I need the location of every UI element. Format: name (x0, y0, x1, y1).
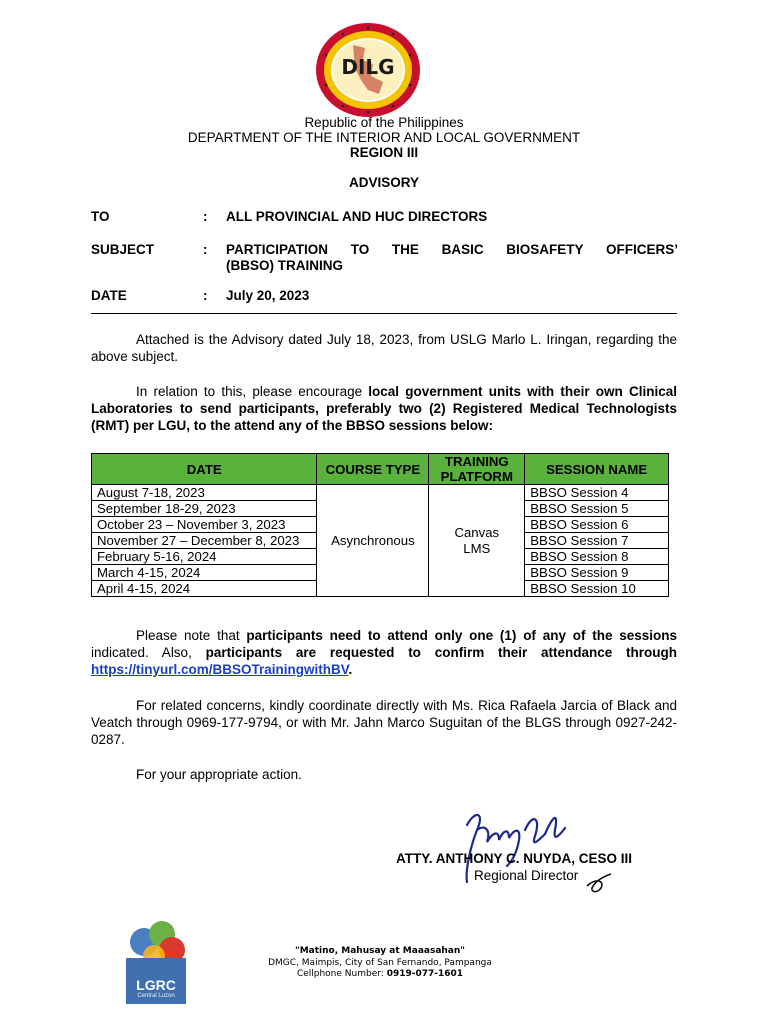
header-date: DATE (92, 454, 317, 485)
paragraph-1 (91, 331, 677, 365)
p3-end: . (348, 662, 353, 677)
department-name: DEPARTMENT OF THE INTERIOR AND LOCAL GOVERNMENT (187, 130, 581, 145)
paragraph-2-lead: In relation to this, please encourage (136, 384, 369, 399)
dilg-seal-logo (313, 20, 423, 120)
paragraph-4 (91, 697, 677, 748)
row-date: April 4-15, 2024 (92, 581, 317, 597)
subject-line-2: (BBSO) TRAINING (226, 258, 343, 273)
to-value: ALL PROVINCIAL AND HUC DIRECTORS (226, 209, 488, 224)
to-colon: : (203, 209, 208, 224)
row-date: November 27 – December 8, 2023 (92, 533, 317, 549)
date-value: July 20, 2023 (226, 288, 310, 303)
header-training-platform: TRAINING PLATFORM (429, 454, 525, 485)
row-session: BBSO Session 8 (525, 549, 669, 565)
paragraph-5-text: For your appropriate action. (136, 767, 302, 782)
paragraph-3 (91, 627, 677, 678)
row-session: BBSO Session 5 (525, 501, 669, 517)
header-course-type: COURSE TYPE (317, 454, 429, 485)
footer-phone-line (230, 969, 530, 980)
subject-label: SUBJECT (91, 242, 155, 257)
paragraph-1-text: Attached is the Advisory dated July 18, 2023, from USLG Marlo L. Iringan, regarding the above subject. (91, 332, 677, 364)
row-date: February 5-16, 2024 (92, 549, 317, 565)
row-session: BBSO Session 10 (525, 581, 669, 597)
session-schedule-table (91, 453, 669, 597)
region-name: REGION III (349, 145, 419, 160)
platform-text: Canvas LMS (454, 524, 500, 556)
table-row (92, 485, 669, 501)
signatory-title: Regional Director (474, 868, 579, 883)
paragraph-5 (91, 766, 677, 783)
row-session: BBSO Session 7 (525, 533, 669, 549)
header-divider (91, 313, 677, 314)
p3-middle: indicated. Also, (91, 645, 206, 660)
subject-colon: : (203, 242, 208, 257)
platform-cell (429, 485, 525, 597)
row-session: BBSO Session 6 (525, 517, 669, 533)
lgrc-logo (124, 920, 188, 1006)
seal-text: DILG (341, 55, 395, 79)
to-label: TO (91, 209, 110, 224)
subject-line-1: PARTICIPATION TO THE BASIC BIOSAFETY OFFICERS’ (226, 242, 678, 257)
course-type-cell: Asynchronous (317, 485, 429, 597)
row-date: September 18-29, 2023 (92, 501, 317, 517)
row-date: March 4-15, 2024 (92, 565, 317, 581)
registration-link[interactable]: https://tinyurl.com/BBSOTrainingwithBV (91, 662, 349, 677)
paragraph-4-text: For related concerns, kindly coordinate directly with Ms. Rica Rafaela Jarcia of Black and Veatch through 0969-177-9794, or with Mr. Jahn Marco Suguitan of the BLGS through 0927-242-0287. (91, 698, 677, 747)
lgrc-logo-subtext: Central Luzon (137, 993, 175, 999)
country-name: Republic of the Philippines (304, 115, 464, 130)
footer-motto: "Matino, Mahusay at Maaasahan" (295, 946, 465, 956)
footer-address: DMGC, Maimpis, City of San Fernando, Pampanga (268, 958, 492, 968)
row-session: BBSO Session 4 (525, 485, 669, 501)
footer-phone-label: Cellphone Number: (296, 969, 387, 979)
document-type: ADVISORY (348, 175, 419, 190)
signatory-name: ATTY. ANTHONY C. NUYDA, CESO III (396, 851, 633, 866)
date-colon: : (203, 288, 208, 303)
paragraph-2 (91, 383, 677, 434)
paragraph-2-emphasis: local government units with their own Clinical Laboratories to send participants, preferably two (2) Registered Medical Technologists (RMT) per LGU, to the attend any of the BBSO sessions below: (91, 384, 677, 433)
row-date: October 23 – November 3, 2023 (92, 517, 317, 533)
lgrc-logo-text: LGRC (136, 977, 176, 993)
date-label: DATE (91, 288, 127, 303)
table-header-row (92, 454, 669, 485)
row-session: BBSO Session 9 (525, 565, 669, 581)
row-date: August 7-18, 2023 (92, 485, 317, 501)
p3-emphasis-2: participants are requested to confirm their attendance through (205, 645, 677, 660)
p3-lead: Please note that (136, 628, 247, 643)
p3-emphasis-1: participants need to attend only one (1) of any of the sessions (246, 628, 678, 643)
footer-phone-number: 0919-077-1601 (386, 969, 464, 979)
header-session-name: SESSION NAME (525, 454, 669, 485)
